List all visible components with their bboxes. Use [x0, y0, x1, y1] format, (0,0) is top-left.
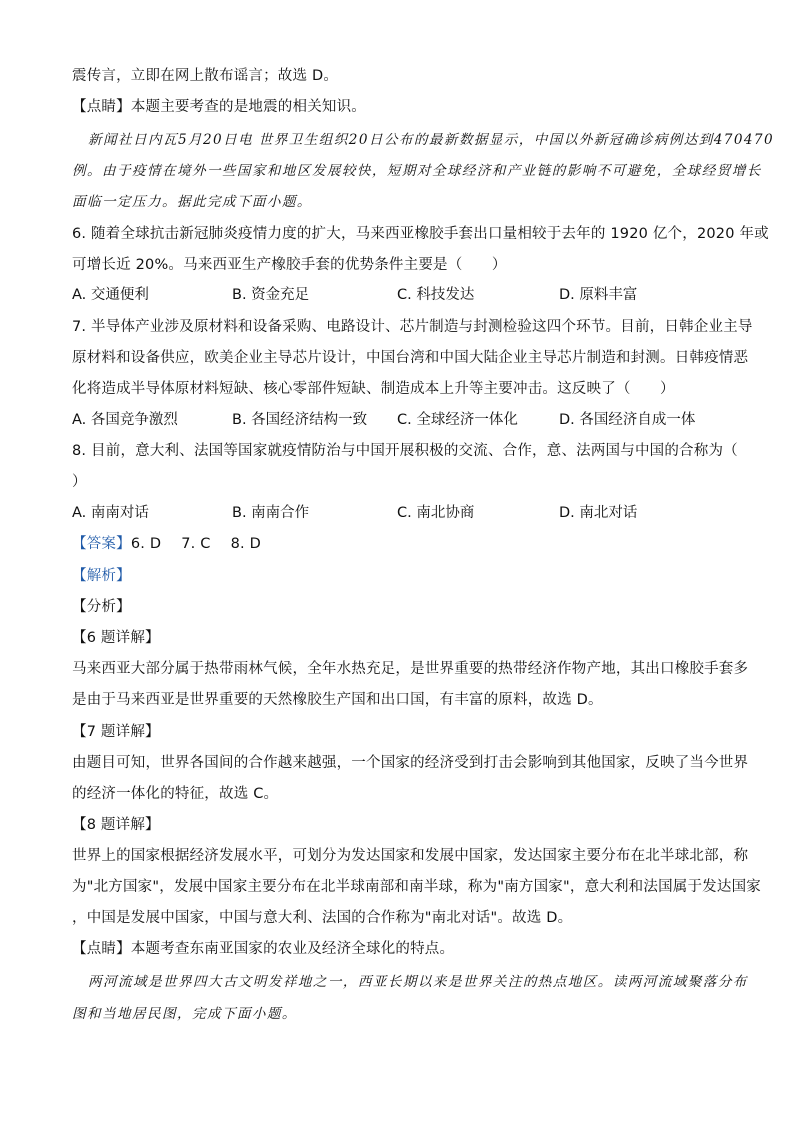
question-7-line-2: 原材料和设备供应，欧美企业主导芯片设计，中国台湾和中国大陆企业主导芯片制造和封测。日韩疫情恶 [72, 350, 749, 366]
question-7-line-1: 7. 半导体产业涉及原材料和设备采购、电路设计、芯片制造与封测检验这四个环节。目前，日韩企业主导 [72, 319, 753, 335]
detail-6-line-2: 是由于马来西亚是世界重要的天然橡胶生产国和出口国，有丰富的原料，故选 D。 [72, 692, 603, 708]
q8-option-c: C. 南北协商 [397, 505, 475, 521]
q6-option-b: B. 资金充足 [232, 287, 310, 303]
detail-8-line-3: ，中国是发展中国家，中国与意大利、法国的合作称为"南北对话"。故选 D。 [72, 910, 573, 926]
q7-option-d: D. 各国经济自成一体 [559, 412, 696, 428]
question-8-options [72, 503, 732, 523]
intro-passage-line-1: 新闻社日内瓦5月20日电 世界卫生组织20日公布的最新数据显示，中国以外新冠确诊病例达到470470 [88, 132, 775, 148]
answer-7: 7. C [181, 536, 211, 552]
question-6-options [72, 285, 732, 305]
q6-option-d: D. 原料丰富 [559, 287, 638, 303]
dianjing-label-2: 【点睛】 [72, 941, 131, 957]
question-6-line-2: 可增长近 20%。马来西亚生产橡胶手套的优势条件主要是（ ） [72, 257, 507, 273]
q7-option-c: C. 全球经济一体化 [397, 412, 518, 428]
answer-8: 8. D [230, 536, 262, 552]
q7-option-a: A. 各国竞争激烈 [72, 412, 178, 428]
prev-answer-continuation: 震传言，立即在网上散布谣言；故选 D。 [72, 68, 339, 84]
detail-8-heading: 【8 题详解】 [72, 817, 160, 833]
answers-line [72, 534, 722, 554]
q8-option-b: B. 南南合作 [232, 505, 310, 521]
question-8-line-1: 8. 目前，意大利、法国等国家就疫情防治与中国开展积极的交流、合作，意、法两国与中国的合称为（ [72, 443, 738, 459]
dianjing-note-1 [72, 97, 722, 117]
detail-8-line-1: 世界上的国家根据经济发展水平，可划分为发达国家和发展中国家，发达国家主要分布在北半球北部，称 [72, 848, 749, 864]
dianjing-text-2: 本题考查东南亚国家的农业及经济全球化的特点。 [130, 941, 455, 957]
detail-6-heading: 【6 题详解】 [72, 630, 160, 646]
detail-8-line-2: 为"北方国家"，发展中国家主要分布在北半球南部和南半球，称为"南方国家"，意大利和法国属于发达国家 [72, 879, 761, 895]
q8-option-d: D. 南北对话 [559, 505, 638, 521]
answer-6: 6. D [130, 536, 162, 552]
detail-7-heading: 【7 题详解】 [72, 724, 160, 740]
intro2-passage-line-2: 图和当地居民图，完成下面小题。 [72, 1006, 297, 1022]
q8-option-a: A. 南南对话 [72, 505, 149, 521]
dianjing-label: 【点睛】 [72, 99, 131, 115]
q7-option-b: B. 各国经济结构一致 [232, 412, 368, 428]
q6-option-c: C. 科技发达 [397, 287, 475, 303]
answers-label: 【答案】 [72, 536, 131, 552]
jiexi-heading: 【解析】 [72, 568, 131, 584]
q6-option-a: A. 交通便利 [72, 287, 149, 303]
question-6-line-1: 6. 随着全球抗击新冠肺炎疫情力度的扩大，马来西亚橡胶手套出口量相较于去年的 1920 亿个，2020 年或 [72, 226, 769, 242]
fenxi-heading: 【分析】 [72, 599, 131, 615]
detail-7-line-2: 的经济一体化的特征，故选 C。 [72, 786, 279, 802]
dianjing-text: 本题主要考查的是地震的相关知识。 [130, 99, 367, 115]
question-8-line-2: ） [72, 474, 87, 490]
dianjing-note-2 [72, 939, 722, 959]
question-7-line-3: 化将造成半导体原材料短缺、核心零部件短缺、制造成本上升等主要冲击。这反映了（ ） [72, 381, 675, 397]
intro-passage-line-3: 面临一定压力。据此完成下面小题。 [72, 194, 312, 210]
intro-passage-line-2: 例。由于疫情在境外一些国家和地区发展较快，短期对全球经济和产业链的影响不可避免，全球经贸增长 [72, 163, 762, 179]
question-7-options [72, 410, 732, 430]
intro2-passage-line-1: 两河流域是世界四大古文明发祥地之一，西亚长期以来是世界关注的热点地区。读两河流域聚落分布 [88, 974, 748, 990]
detail-7-line-1: 由题目可知，世界各国间的合作越来越强，一个国家的经济受到打击会影响到其他国家，反映了当今世界 [72, 755, 749, 771]
detail-6-line-1: 马来西亚大部分属于热带雨林气候，全年水热充足，是世界重要的热带经济作物产地，其出口橡胶手套多 [72, 661, 749, 677]
